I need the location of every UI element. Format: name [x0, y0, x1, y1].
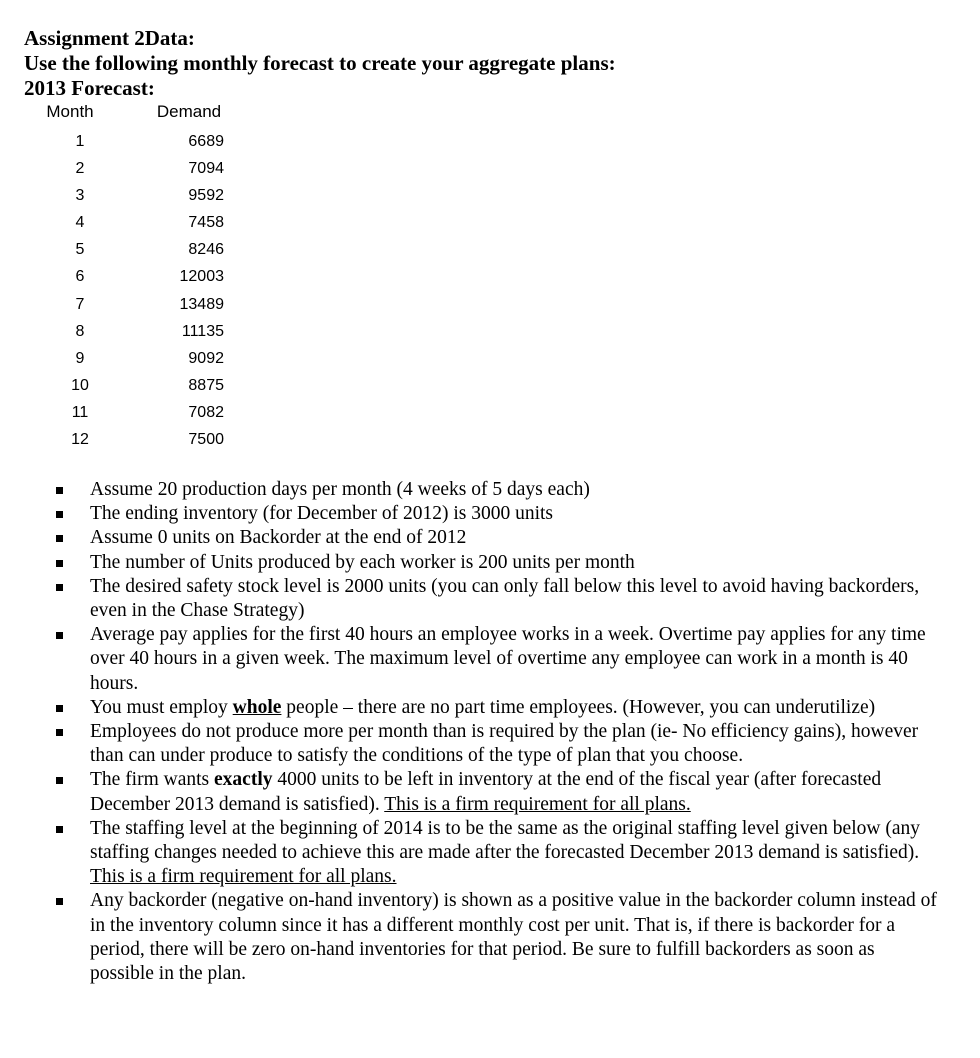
- list-item: [0, 478, 980, 502]
- list-item: [0, 817, 980, 890]
- square-bullet-icon: [56, 777, 63, 784]
- requirement-note: This is a firm requirement for all plans.: [90, 866, 397, 888]
- square-bullet-icon: [56, 584, 63, 591]
- list-item: [0, 889, 980, 986]
- square-bullet-icon: [56, 560, 63, 567]
- assumption-text: Assume 20 production days per month (4 weeks of 5 days each): [90, 479, 590, 500]
- table-row: [0, 402, 300, 429]
- month-cell: 11: [71, 403, 89, 421]
- square-bullet-icon: [56, 898, 63, 905]
- assumption-text: The desired safety stock level is 2000 units (you can only fall below this level to avoid having backorders, even in the Chase Strategy): [90, 575, 920, 622]
- table-row: [0, 294, 300, 321]
- demand-cell: 9092: [188, 349, 224, 367]
- list-item: [0, 575, 980, 623]
- demand-cell: 8875: [188, 376, 224, 394]
- table-row: [0, 375, 300, 402]
- assumption-text: Average pay applies for the first 40 hours an employee works in a week. Overtime pay applies for any time over 40 hours in a given week. The maximum level of overtime any employee can work in a month is 40 hours.: [90, 624, 926, 694]
- list-item: [0, 502, 980, 526]
- table-row: [0, 429, 300, 456]
- square-bullet-icon: [56, 487, 63, 494]
- table-row: [0, 321, 300, 348]
- list-item: [0, 526, 980, 550]
- assumption-text-part: The staffing level at the beginning of 2014 is to be the same as the original staffing level given below (any staffing changes needed to achieve this are made after the forecasted December 2013 demand is satisfied).: [90, 817, 920, 864]
- square-bullet-icon: [56, 729, 63, 736]
- demand-cell: 7082: [188, 403, 224, 421]
- demand-cell: 7094: [188, 160, 224, 178]
- demand-cell: 9592: [188, 187, 224, 205]
- forecast-title: 2013 Forecast:: [24, 76, 155, 100]
- column-header-month: Month: [46, 102, 94, 121]
- month-cell: 7: [75, 295, 85, 313]
- list-item: [0, 696, 980, 720]
- square-bullet-icon: [56, 535, 63, 542]
- emphasis-text: whole: [232, 696, 282, 718]
- assumption-text: The number of Units produced by each worker is 200 units per month: [90, 551, 635, 573]
- demand-cell: 7500: [188, 431, 224, 449]
- assumption-text-part: The firm wants: [90, 769, 215, 791]
- square-bullet-icon: [56, 511, 63, 518]
- instruction-line: Use the following monthly forecast to create your aggregate plans:: [24, 51, 616, 75]
- assumption-text: Employees do not produce more per month than is required by the plan (ie- No efficiency gains), however than can under produce to satisfy the conditions of the type of plan that you choose.: [90, 721, 919, 767]
- square-bullet-icon: [56, 705, 63, 712]
- month-cell: 9: [75, 349, 85, 367]
- month-cell: 3: [75, 187, 85, 205]
- square-bullet-icon: [56, 632, 63, 639]
- assumption-text: The ending inventory (for December of 2012) is 3000 units: [90, 503, 554, 525]
- demand-cell: 13489: [179, 295, 224, 313]
- table-row: [0, 212, 300, 239]
- month-cell: 5: [75, 241, 85, 259]
- demand-cell: 11135: [181, 322, 224, 340]
- table-row: [0, 348, 300, 375]
- month-cell: 8: [75, 322, 85, 340]
- table-row: [0, 185, 300, 212]
- assumption-text-part: 4000 units to be left in inventory at the end of the fiscal year (after forecasted December 2013 demand is satisfied).: [90, 769, 882, 815]
- emphasis-text: exactly: [214, 769, 273, 791]
- table-body: [0, 131, 300, 456]
- month-cell: 4: [75, 214, 85, 232]
- table-row: [0, 239, 300, 266]
- assumption-text: Assume 0 units on Backorder at the end of 2012: [90, 527, 467, 549]
- list-item: [0, 720, 980, 768]
- list-item: [0, 768, 980, 816]
- table-row: [0, 266, 300, 293]
- assumptions-list: [0, 478, 980, 986]
- demand-cell: 6689: [188, 133, 224, 150]
- assumption-text: Any backorder (negative on-hand inventory) is shown as a positive value in the backorder column instead of in the inventory column since it has a different monthly cost per unit. That is, if there is backorder for a period, there will be zero on-hand inventories for that period. Be sure to fulfill backorders as soon as possible in the plan.: [90, 890, 937, 985]
- month-cell: 1: [75, 133, 85, 150]
- demand-cell: 8246: [188, 241, 224, 259]
- assignment-title: Assignment 2Data:: [24, 26, 195, 50]
- demand-cell: 12003: [179, 268, 224, 286]
- list-item: [0, 623, 980, 696]
- square-bullet-icon: [56, 826, 63, 833]
- table-row: [0, 158, 300, 185]
- assumption-text-part: people – there are no part time employees. (However, you can underutilize): [281, 696, 876, 718]
- table-row: [0, 131, 300, 158]
- month-cell: 12: [71, 431, 89, 449]
- month-cell: 10: [71, 376, 89, 394]
- month-cell: 2: [75, 160, 85, 178]
- demand-cell: 7458: [188, 214, 224, 232]
- list-item: [0, 551, 980, 575]
- column-header-demand: Demand: [156, 102, 222, 121]
- month-cell: 6: [75, 268, 85, 286]
- assumption-text-part: You must employ: [90, 696, 233, 718]
- table-header: [0, 102, 300, 128]
- requirement-note: This is a firm requirement for all plans.: [384, 793, 691, 815]
